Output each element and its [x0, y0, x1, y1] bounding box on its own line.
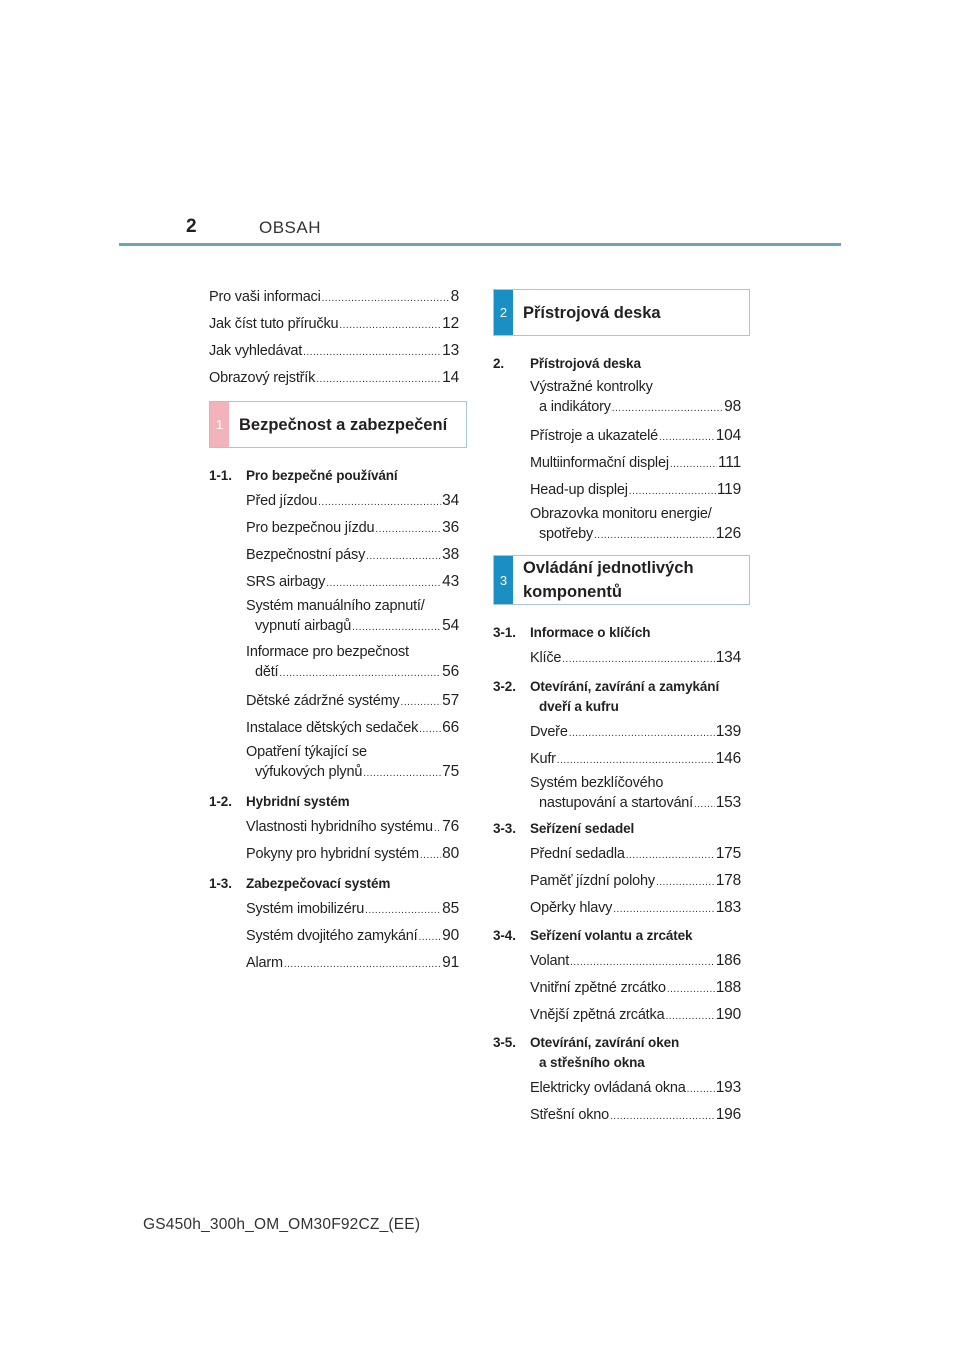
chapter-3-2	[493, 677, 741, 815]
toc-entry[interactable]: Vnější zpětná zrcátka ..... 190	[530, 1002, 741, 1029]
toc-entry[interactable]: Jak číst tuto příručku ..... 12	[209, 311, 459, 338]
toc-entry[interactable]: Kufr ..... 146	[530, 746, 741, 773]
toc-entry[interactable]: Paměť jízdní polohy ..... 178	[530, 868, 741, 895]
toc-entry[interactable]: Jak vyhledávat ..... 13	[209, 338, 459, 365]
toc-entry[interactable]: Bezpečnostní pásy ..... 38	[246, 542, 459, 569]
toc-entry[interactable]: Pro bezpečnou jízdu ..... 36	[246, 515, 459, 542]
toc-entry[interactable]: Alarm ..... 91	[246, 950, 459, 977]
toc-entry[interactable]: Střešní okno ..... 196	[530, 1102, 741, 1129]
page-title: OBSAH	[259, 218, 322, 237]
chapter-1-1	[209, 466, 459, 784]
toc-entry[interactable]: Přední sedadla ..... 175	[530, 841, 741, 868]
section-2-tab: 2	[494, 290, 513, 335]
chapter-heading[interactable]: 3-4. Seřízení volantu a zrcátek	[493, 928, 693, 943]
page-header	[0, 0, 960, 250]
toc-entry[interactable]: Elektricky ovládaná okna ..... 193	[530, 1075, 741, 1102]
chapter-3-5	[493, 1033, 741, 1129]
toc-entry[interactable]: Opěrky hlavy ..... 183	[530, 895, 741, 922]
toc-entry[interactable]: Volant ..... 186	[530, 948, 741, 975]
toc-entry[interactable]: Přístroje a ukazatelé ..... 104	[530, 423, 741, 450]
toc-entry[interactable]: Systém dvojitého zamykání ..... 90	[246, 923, 459, 950]
chapter-heading[interactable]: 2. Přístrojová deska	[493, 356, 641, 371]
section-1-title: Bezpečnost a zabezpečení	[239, 415, 448, 434]
toc-entry[interactable]: Obrazovka monitoru energie/ spotřeby ..... 126	[530, 504, 741, 546]
chapter-heading[interactable]: 3-2. Otevírání, zavírání a zamykání dveří a kufru	[493, 679, 720, 714]
toc-entry[interactable]: Multiinformační displej ..... 111	[530, 450, 741, 477]
chapter-heading[interactable]: 3-5. Otevírání, zavírání oken a střešního okna	[493, 1035, 680, 1070]
toc-entry[interactable]: Systém imobilizéru ..... 85	[246, 896, 459, 923]
toc-entry[interactable]: Dveře ..... 139	[530, 719, 741, 746]
section-2-title: Přístrojová deska	[523, 303, 661, 322]
chapter-heading[interactable]: 3-3. Seřízení sedadel	[493, 821, 635, 836]
toc-entry[interactable]: Před jízdou ..... 34	[246, 488, 459, 515]
section-1-tab: 1	[210, 402, 229, 447]
toc-entry[interactable]: SRS airbagy ..... 43	[246, 569, 459, 596]
chapter-3-3	[493, 819, 741, 922]
chapter-2	[493, 354, 750, 546]
toc-entry[interactable]: Informace pro bezpečnost dětí ..... 56	[246, 642, 459, 684]
toc-entry[interactable]: Dětské zádržné systémy ..... 57	[246, 688, 459, 715]
intro-list	[209, 284, 459, 392]
chapter-3-1	[493, 623, 741, 672]
section-3-tab: 3	[494, 556, 513, 604]
toc-entry[interactable]: Výstražné kontrolky a indikátory ..... 98	[530, 377, 741, 419]
header-rule	[119, 243, 841, 246]
section-3-title: Ovládání jednotlivých komponentů	[523, 559, 694, 601]
right-column	[493, 289, 750, 1129]
toc-entry[interactable]: Vlastnosti hybridního systému ..... 76	[246, 814, 459, 841]
toc-entry[interactable]: Opatření týkající se výfukových plynů ..... 75	[246, 742, 459, 784]
toc-entry[interactable]: Head-up displej ..... 119	[530, 477, 741, 504]
chapter-3-4	[493, 926, 741, 1029]
document-code: GS450h_300h_OM_OM30F92CZ_(EE)	[143, 1216, 421, 1233]
chapter-1-2	[209, 792, 459, 868]
toc-entry[interactable]: Klíče ..... 134	[530, 645, 741, 672]
chapter-heading[interactable]: 1-2. Hybridní systém	[209, 794, 350, 809]
toc-entry[interactable]: Vnitřní zpětné zrcátko ..... 188	[530, 975, 741, 1002]
toc-entry[interactable]: Pokyny pro hybridní systém ..... 80	[246, 841, 459, 868]
chapter-heading[interactable]: 3-1. Informace o klíčích	[493, 625, 651, 640]
toc-entry[interactable]: Systém manuálního zapnutí/ vypnutí airbagů ..... 54	[246, 596, 459, 638]
section-1-header[interactable]	[209, 401, 467, 448]
toc-entry[interactable]: Pro vaši informaci ..... 8	[209, 284, 459, 311]
section-3-chapters	[493, 623, 741, 1129]
toc-entry[interactable]: Obrazový rejstřík ..... 14	[209, 365, 459, 392]
section-2-header[interactable]	[493, 289, 750, 336]
chapter-1-3	[209, 874, 459, 977]
section-3-header[interactable]	[493, 555, 750, 605]
page-number: 2	[186, 216, 197, 237]
toc-entry[interactable]: Instalace dětských sedaček ..... 66	[246, 715, 459, 742]
left-column	[209, 284, 459, 977]
chapter-heading[interactable]: 1-3. Zabezpečovací systém	[209, 876, 391, 891]
chapter-heading[interactable]: 1-1. Pro bezpečné používání	[209, 468, 398, 483]
toc-entry[interactable]: Systém bezklíčového nastupování a startování ..... 153	[530, 773, 741, 815]
